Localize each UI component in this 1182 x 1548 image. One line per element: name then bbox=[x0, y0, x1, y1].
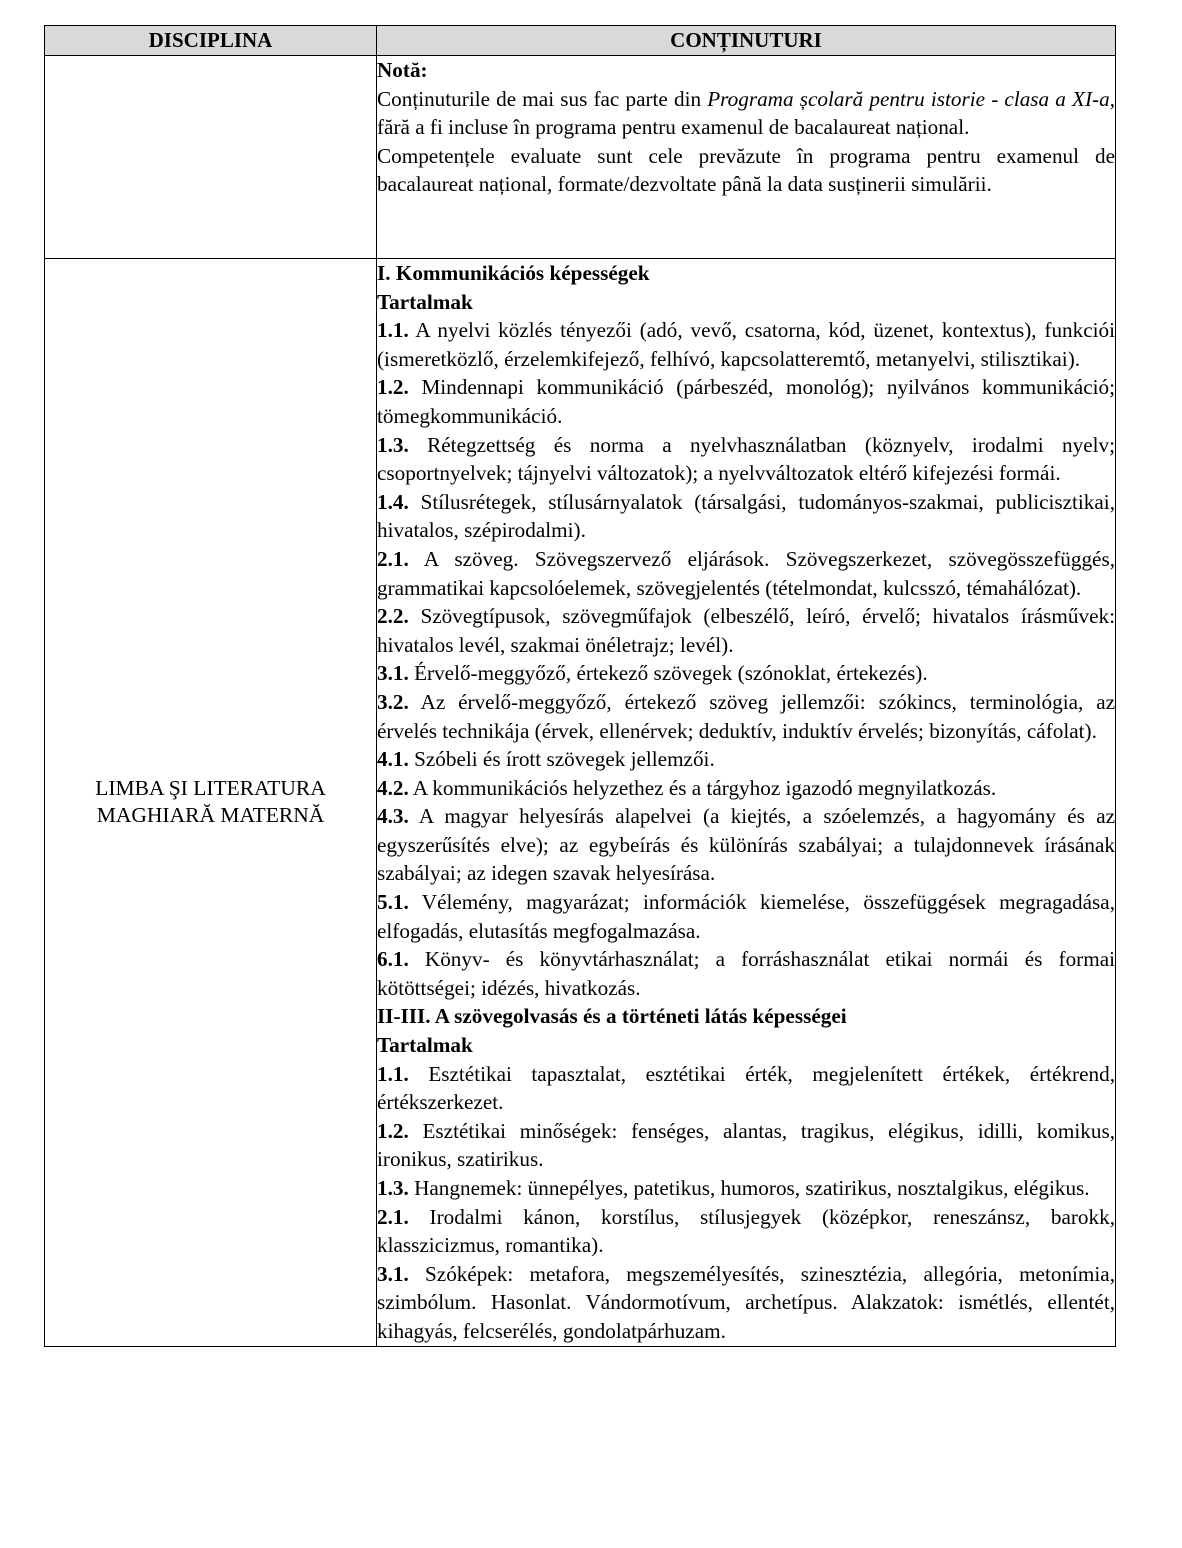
item-number: 1.3. bbox=[377, 1176, 409, 1200]
item-number: 1.2. bbox=[377, 375, 409, 400]
content-item bbox=[377, 774, 1115, 803]
discipline-name-line1: LIMBA ŞI LITERATURA bbox=[95, 776, 326, 801]
content-item bbox=[377, 316, 1115, 373]
item-text: A kommunikációs helyzethez és a tárgyhoz igazodó megnyilatkozás. bbox=[408, 775, 997, 800]
item-number: 2.2. bbox=[377, 604, 409, 629]
content-item bbox=[377, 545, 1115, 602]
content-item bbox=[377, 745, 1115, 774]
table-row-hungarian bbox=[45, 259, 1116, 1347]
section-subtitle: Tartalmak bbox=[377, 1033, 473, 1058]
item-text: Szövegtípusok, szövegműfajok (elbeszélő, leíró, érvelő; hivatalos írásművek: hivatalos levél, szakmai önéletrajz; levél). bbox=[377, 604, 1115, 657]
curriculum-table bbox=[44, 25, 1116, 1347]
item-number: 4.1. bbox=[377, 747, 409, 772]
content-item bbox=[377, 945, 1115, 1002]
content-item bbox=[377, 888, 1115, 945]
content-item bbox=[377, 1260, 1115, 1346]
item-text: Szóképek: metafora, megszemélyesítés, szinesztézia, allegória, metonímia, szimbólum. Hasonlat. Vándormotívum, archetípus. Alakzatok: ismétlés, ellentét, kihagyás, felcserélés, gondolatpárhuzam. bbox=[377, 1261, 1115, 1343]
header-row bbox=[45, 26, 1116, 56]
contents-cell bbox=[377, 259, 1116, 1347]
item-text: A magyar helyesírás alapelvei (a kiejtés, a szóelemzés, a hagyomány és az egyszerűsítés elve); az egybeírás és különírás szabályai; a tulajdonnevek írásának szabályai; az idegen szavak helyesírása. bbox=[377, 804, 1115, 886]
item-number: 3.2. bbox=[377, 689, 409, 714]
item-text: Könyv- és könyvtárhasználat; a forráshasználat etikai normái és formai kötöttségei; idézés, hivatkozás. bbox=[377, 947, 1115, 1000]
item-text: A szöveg. Szövegszervező eljárások. Szövegszerkezet, szövegösszefüggés, grammatikai kapcsolóelemek, szövegjelentés (tételmondat, kulcsszó, témahálózat). bbox=[377, 546, 1115, 600]
discipline-cell bbox=[45, 259, 377, 1347]
header-contents: CONȚINUTURI bbox=[377, 26, 1116, 56]
content-item bbox=[377, 1203, 1115, 1260]
item-text: Szóbeli és írott szövegek jellemzői. bbox=[408, 747, 715, 772]
content-item bbox=[377, 431, 1115, 488]
section-title: I. Kommunikációs képességek bbox=[377, 261, 650, 285]
content-item bbox=[377, 488, 1115, 545]
item-text: A nyelvi közlés tényezői (adó, vevő, csatorna, kód, üzenet, kontextus), funkciói (ismeretközlő, érzelemkifejező, felhívó, kapcsolatteremtő, metanyelvi, stilisztikai). bbox=[377, 318, 1115, 371]
item-number: 3.1. bbox=[377, 1261, 409, 1286]
note-title: Notă: bbox=[377, 58, 428, 82]
item-number: 2.1. bbox=[377, 546, 409, 571]
content-item bbox=[377, 602, 1115, 659]
note-text: , fără a fi incluse în programa pentru examenul de bacalaureat național. bbox=[377, 86, 1115, 140]
item-number: 2.1. bbox=[377, 1204, 409, 1229]
header-discipline: DISCIPLINA bbox=[45, 26, 377, 56]
item-number: 5.1. bbox=[377, 890, 409, 915]
item-text: Stílusrétegek, stílusárnyalatok (társalgási, tudományos-szakmai, publicisztikai, hivatalos, szépirodalmi). bbox=[377, 489, 1115, 543]
item-text: Az érvelő-meggyőző, értekező szöveg jellemzői: szókincs, terminológia, az érvelés technikája (érvek, ellenérvek; deduktív, induktív érvelés; bizonyítás, cáfolat). bbox=[377, 689, 1115, 743]
note-program-title: Programa școlară pentru istorie - clasa a XI-a bbox=[707, 86, 1110, 111]
item-text: Hangnemek: ünnepélyes, patetikus, humoros, szatirikus, nosztalgikus, elégikus. bbox=[408, 1176, 1090, 1200]
section-title: II-III. A szövegolvasás és a történeti látás képességei bbox=[377, 1004, 847, 1029]
section-subtitle: Tartalmak bbox=[377, 289, 473, 314]
item-number: 1.3. bbox=[377, 432, 409, 457]
sections-container bbox=[377, 259, 1115, 1346]
item-number: 1.1. bbox=[377, 318, 409, 343]
discipline-cell-empty bbox=[45, 56, 377, 259]
note-cell bbox=[377, 56, 1116, 259]
content-item bbox=[377, 1060, 1115, 1117]
item-number: 4.2. bbox=[377, 775, 409, 800]
item-text: Irodalmi kánon, korstílus, stílusjegyek (középkor, reneszánsz, barokk, klasszicizmus, romantika). bbox=[377, 1204, 1115, 1258]
item-text: Érvelő-meggyőző, értekező szövegek (szónoklat, értekezés). bbox=[408, 661, 928, 686]
item-number: 4.3. bbox=[377, 804, 409, 829]
item-text: Esztétikai minőségek: fenséges, alantas, tragikus, elégikus, idilli, komikus, ironikus, szatirikus. bbox=[377, 1118, 1115, 1172]
table-row-note bbox=[45, 56, 1116, 259]
item-number: 6.1. bbox=[377, 947, 409, 972]
item-number: 3.1. bbox=[377, 661, 409, 686]
content-item bbox=[377, 688, 1115, 745]
item-number: 1.1. bbox=[377, 1061, 409, 1086]
item-number: 1.2. bbox=[377, 1118, 409, 1143]
item-number: 1.4. bbox=[377, 489, 409, 514]
item-text: Mindennapi kommunikáció (párbeszéd, monológ); nyilvános kommunikáció; tömegkommunikáció. bbox=[377, 375, 1115, 428]
note-text: Conținuturile de mai sus fac parte din bbox=[377, 86, 708, 111]
content-item bbox=[377, 373, 1115, 430]
content-item bbox=[377, 1174, 1115, 1203]
note-paragraph-1 bbox=[377, 85, 1115, 142]
item-text: Rétegzettség és norma a nyelvhasználatban (köznyelv, irodalmi nyelv; csoportnyelvek; tájnyelvi változatok); a nyelvváltozatok eltérő kifejezési formái. bbox=[377, 432, 1115, 486]
content-item bbox=[377, 1117, 1115, 1174]
item-text: Esztétikai tapasztalat, esztétikai érték, megjelenített értékek, értékrend, értékszerkezet. bbox=[377, 1061, 1115, 1115]
content-item bbox=[377, 659, 1115, 688]
content-item bbox=[377, 802, 1115, 888]
discipline-name-line2: MAGHIARĂ MATERNĂ bbox=[96, 803, 325, 828]
note-paragraph-2: Competențele evaluate sunt cele prevăzute în programa pentru examenul de bacalaureat național, formate/dezvoltate până la data susținerii simulării. bbox=[377, 143, 1115, 197]
item-text: Vélemény, magyarázat; információk kiemelése, összefüggések megragadása, elfogadás, elutasítás megfogalmazása. bbox=[377, 890, 1115, 943]
